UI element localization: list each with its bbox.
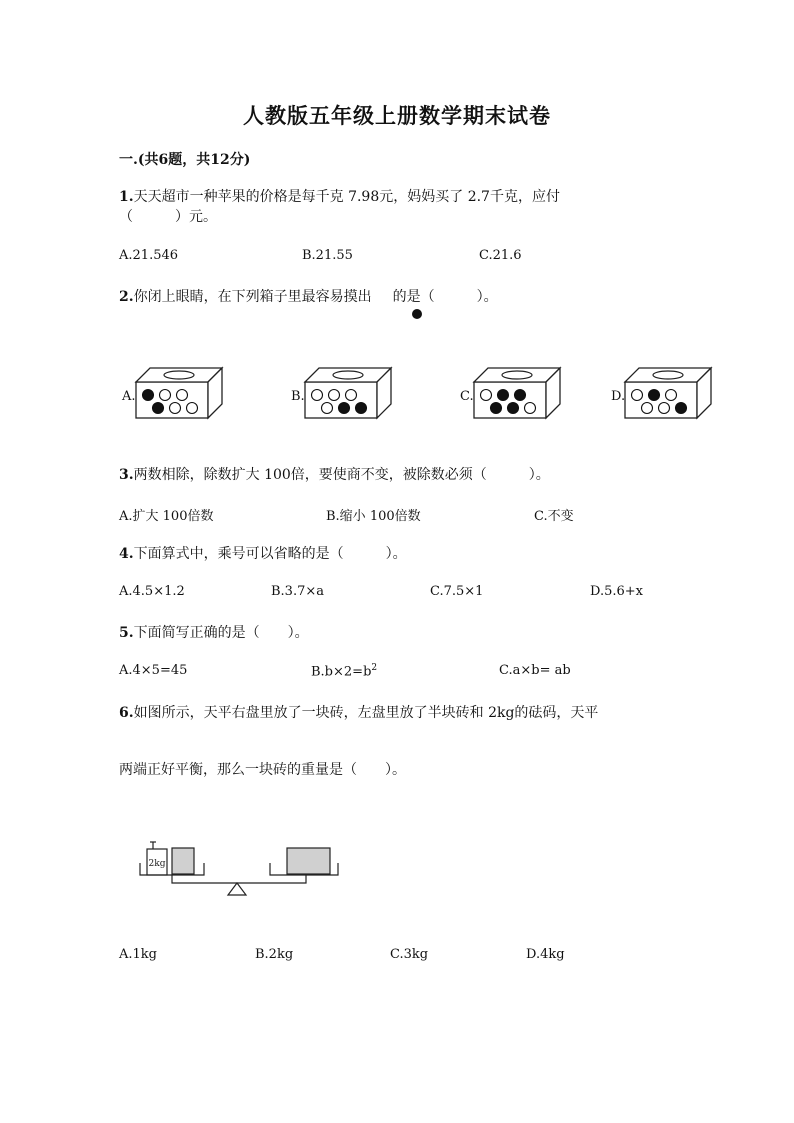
box-hole — [502, 371, 532, 379]
ball-box-b — [291, 368, 391, 418]
weight-icon — [147, 842, 167, 875]
exponent: 2 — [371, 663, 378, 673]
option-b[interactable]: B.3.7×a — [271, 584, 325, 599]
box-label: B. — [291, 389, 305, 404]
box-label: C. — [460, 389, 474, 404]
question-number: 5. — [119, 625, 134, 641]
question-number: 2. — [119, 289, 134, 305]
white-ball-icon — [666, 390, 677, 401]
ball-box-a — [121, 368, 222, 418]
question-text: 你闭上眼睛，在下列箱子里最容易摸出 — [133, 289, 372, 305]
weight-label: 2kg — [148, 859, 166, 869]
black-ball-icon — [676, 403, 687, 414]
section-heading: 一.(共6题，共12分) — [119, 152, 251, 168]
white-ball-icon — [312, 390, 323, 401]
option-c[interactable]: C.7.5×1 — [430, 584, 484, 599]
option-b[interactable]: B.21.55 — [302, 248, 353, 263]
beam — [172, 875, 306, 883]
option-a[interactable]: A.扩大 100倍数 — [119, 509, 214, 524]
black-ball-icon — [153, 403, 164, 414]
black-ball-icon — [491, 403, 502, 414]
box-label: A. — [122, 389, 136, 404]
ball-box-c — [460, 368, 560, 418]
question-text: 下面算式中，乘号可以省略的是（ ）。 — [133, 546, 407, 562]
option-a[interactable]: A.1kg — [119, 947, 157, 962]
question-number: 3. — [119, 467, 134, 483]
white-ball-icon — [659, 403, 670, 414]
white-ball-icon — [187, 403, 198, 414]
white-ball-icon — [322, 403, 333, 414]
black-ball-icon — [649, 390, 660, 401]
black-ball-icon — [339, 403, 350, 414]
option-b[interactable]: B.2kg — [255, 947, 294, 962]
option-a[interactable]: A.21.546 — [119, 248, 179, 263]
white-ball-icon — [525, 403, 536, 414]
box-label: D. — [611, 389, 626, 404]
question-number: 6. — [119, 705, 134, 721]
question-1 — [119, 186, 560, 206]
question-text: 如图所示，天平右盘里放了一块砖，左盘里放了半块砖和 2kg的砝码，天平 — [133, 705, 599, 721]
box-hole — [653, 371, 683, 379]
white-ball-icon — [481, 390, 492, 401]
option-d[interactable]: D.4kg — [526, 947, 565, 962]
option-a[interactable]: A.4×5=45 — [119, 663, 188, 678]
white-ball-icon — [160, 390, 171, 401]
question-5 — [119, 622, 309, 642]
white-ball-icon — [170, 403, 181, 414]
option-a[interactable]: A.4.5×1.2 — [119, 584, 185, 599]
question-text: 下面简写正确的是（ ）。 — [133, 625, 309, 641]
white-ball-icon — [346, 390, 357, 401]
white-ball-icon — [642, 403, 653, 414]
box-diagrams — [0, 360, 794, 430]
question-2 — [119, 286, 498, 306]
option-b-text: B.b×2=b — [311, 664, 372, 680]
half-brick — [172, 848, 194, 874]
question-text-end: 的是（ ）。 — [392, 289, 498, 305]
question-number: 4. — [119, 546, 134, 562]
brick — [287, 848, 330, 874]
black-ball-icon — [143, 390, 154, 401]
page-title: 人教版五年级上册数学期末试卷 — [243, 103, 551, 128]
black-ball-icon — [410, 307, 424, 321]
question-6-line2: 两端正好平衡，那么一块砖的重量是（ ）。 — [119, 762, 406, 778]
black-ball-icon — [356, 403, 367, 414]
question-text: 两数相除，除数扩大 100倍，要使商不变，被除数必须（ ）。 — [133, 467, 550, 483]
option-b[interactable]: B.缩小 100倍数 — [326, 509, 421, 524]
option-d[interactable]: D.5.6+x — [590, 584, 643, 599]
option-c[interactable]: C.21.6 — [479, 248, 522, 263]
ball-box-d — [611, 368, 711, 418]
option-b[interactable] — [311, 663, 377, 679]
question-3 — [119, 464, 550, 484]
white-ball-icon — [329, 390, 340, 401]
option-c[interactable]: C.不变 — [534, 509, 574, 524]
black-ball-icon — [498, 390, 509, 401]
option-c[interactable]: C.3kg — [390, 947, 429, 962]
box-hole — [333, 371, 363, 379]
option-c[interactable]: C.a×b= ab — [499, 663, 571, 678]
white-ball-icon — [632, 390, 643, 401]
question-4 — [119, 543, 407, 563]
box-hole — [164, 371, 194, 379]
fulcrum — [228, 883, 246, 895]
white-ball-icon — [177, 390, 188, 401]
black-ball-icon — [515, 390, 526, 401]
balance-scale — [130, 835, 360, 905]
question-number: 1. — [119, 189, 134, 205]
question-1-line2: （ ）元。 — [119, 209, 217, 225]
question-text: 天天超市一种苹果的价格是每千克 7.98元，妈妈买了 2.7千克，应付 — [133, 189, 560, 205]
question-6 — [119, 702, 598, 722]
black-ball-icon — [508, 403, 519, 414]
